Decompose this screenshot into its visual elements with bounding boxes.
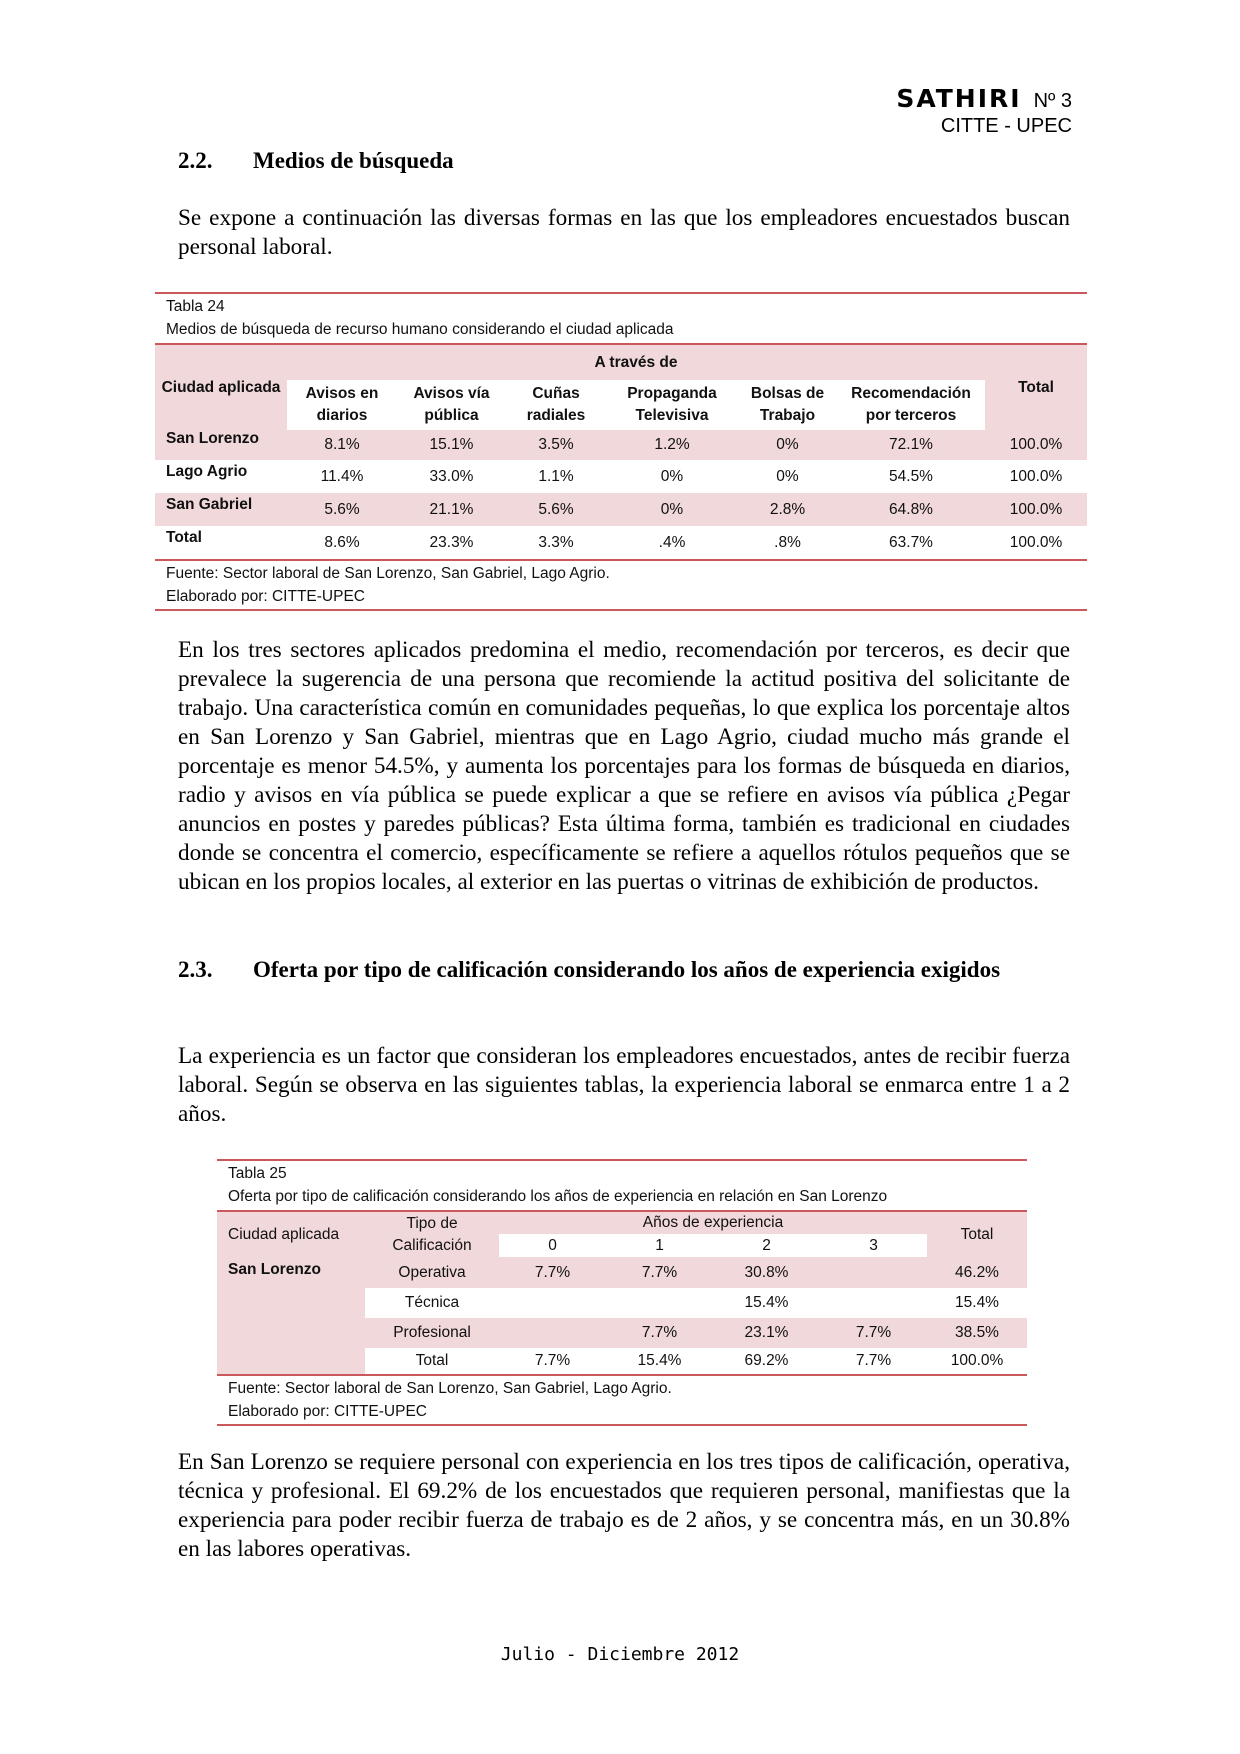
table-row: Total 7.7% 15.4% 69.2% 7.7% 100.0% <box>217 1348 1027 1374</box>
header-type: Tipo de Calificación <box>392 1214 472 1254</box>
paragraph-intro: Se expone a continuación las diversas formas en las que los empleadores encuestados buscan personal laboral. <box>178 205 1070 260</box>
paragraph-experience: La experiencia es un factor que consideran los empleadores encuestados, antes de recibir fuerza laboral. Según se observa en las siguientes tablas, la experiencia laboral se enmarca entre 1 a 2 años. <box>178 1043 1070 1127</box>
section-title: Oferta por tipo de calificación considerando los años de experiencia exigidos <box>253 957 1001 982</box>
column-header: Avisos vía pública <box>413 385 490 424</box>
year-header: 1 <box>606 1234 713 1257</box>
paragraph-analysis-2: En San Lorenzo se requiere personal con experiencia en los tres tipos de calificación, operativa, técnica y profesional. El 69.2% de los encuestados que requieren personal, manifiestas que la experiencia para poder recibir fuerza de trabajo es de 2 años, y se concentra más, en un 30.8% en las labores operativas. <box>178 1449 1070 1562</box>
table-24 <box>155 292 1087 611</box>
table-row: Técnica 15.4% 15.4% <box>404 1294 999 1311</box>
table-source: Fuente: Sector laboral de San Lorenzo, San Gabriel, Lago Agrio. <box>166 565 610 582</box>
header-years: Años de experiencia <box>642 1214 784 1231</box>
paragraph-analysis-1: En los tres sectores aplicados predomina el medio, recomendación por terceros, es decir que prevalece la sugerencia de una persona que recomiende la actitud positiva del solicitante de trabajo. Una característica común en comunidades pequeñas, lo que explica los porcentaje altos en San Lorenzo y San Gabriel, mientras que en Lago Agrio, ciudad mucho más grande el porcentaje es menor 54.5%, y aumenta los porcentajes para los formas de búsqueda en diarios, radio y avisos en vía pública se puede explicar a que se refiere en avisos vía pública ¿Pegar anuncios en postes y paredes públicas? Esta última forma, también es tradicional en ciudades donde se concentra el comercio, específicamente se refiere a aquellos rótulos pequeños que se ubican en los propios locales, al exterior en las puertas o vitrinas de exhibición de productos. <box>178 637 1070 895</box>
table-author: Elaborado por: CITTE-UPEC <box>166 588 365 605</box>
table-author: Elaborado por: CITTE-UPEC <box>228 1403 427 1420</box>
section-heading-2-2 <box>178 146 1070 175</box>
header-total: Total <box>985 345 1087 430</box>
column-header: Bolsas de Trabajo <box>750 385 825 424</box>
section-number: 2.3. <box>178 957 213 982</box>
header-total: Total <box>960 1225 994 1243</box>
section-title: Medios de búsqueda <box>253 148 454 173</box>
table-row: San Lorenzo 8.1% 15.1% 3.5% 1.2% 0% 72.1% 100.0% <box>155 430 1087 460</box>
column-header: Propaganda Televisiva <box>627 385 717 424</box>
issue-number: Nº 3 <box>1033 90 1072 112</box>
table-row: Total 8.6% 23.3% 3.3% .4% .8% 63.7% 100.0% <box>166 529 1063 551</box>
table-title: Medios de búsqueda de recurso humano considerando el ciudad aplicada <box>166 321 674 338</box>
table-25-grid <box>217 1212 1027 1374</box>
table-title: Oferta por tipo de calificación considerando los años de experiencia en relación en San Lorenzo <box>228 1188 888 1205</box>
year-header: 3 <box>820 1234 927 1257</box>
table-caption: Tabla 25 <box>228 1165 287 1182</box>
page-footer: Julio - Diciembre 2012 <box>500 1644 740 1665</box>
row-city: San Lorenzo <box>228 1261 322 1278</box>
year-header: 0 <box>499 1234 606 1257</box>
table-row: San Lorenzo Operativa 7.7% 7.7% 30.8% 46.2% <box>217 1257 1027 1288</box>
table-caption: Tabla 24 <box>166 298 225 315</box>
header-city: Ciudad aplicada <box>228 1225 340 1243</box>
table-row: Profesional 7.7% 23.1% 7.7% 38.5% <box>217 1318 1027 1348</box>
institution: CITTE - UPEC <box>940 115 1072 137</box>
table-row: Lago Agrio 11.4% 33.0% 1.1% 0% 0% 54.5% 100.0% <box>166 463 1063 485</box>
column-header: Avisos en diarios <box>305 385 379 424</box>
table-source: Fuente: Sector laboral de San Lorenzo, San Gabriel, Lago Agrio. <box>228 1380 672 1397</box>
table-24-grid <box>155 345 1087 559</box>
header-group: A través de <box>287 345 985 380</box>
column-header: Cuñas radiales <box>526 385 586 424</box>
section-number: 2.2. <box>178 148 213 173</box>
table-25 <box>217 1159 1027 1426</box>
running-header <box>896 84 1072 138</box>
header-city: Ciudad aplicada <box>155 345 287 430</box>
table-row: San Gabriel 5.6% 21.1% 5.6% 0% 2.8% 64.8% 100.0% <box>155 493 1087 526</box>
year-header: 2 <box>713 1234 820 1257</box>
column-header: Recomendación por terceros <box>851 385 971 424</box>
section-heading-2-3 <box>178 955 1070 984</box>
journal-name: SATHIRI <box>896 84 1022 113</box>
